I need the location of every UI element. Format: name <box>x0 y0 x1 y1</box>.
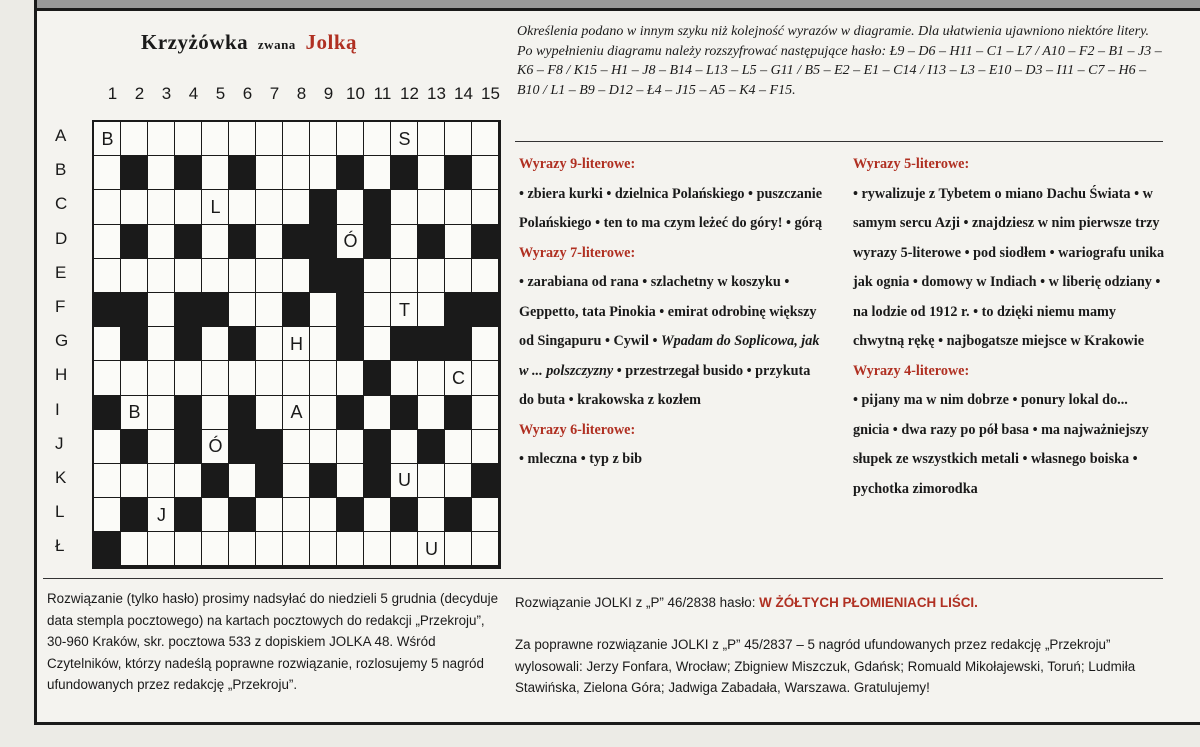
grid-cell[interactable] <box>364 396 391 430</box>
black-cell <box>310 190 337 224</box>
grid-cell[interactable] <box>148 293 175 327</box>
grid-cell[interactable] <box>175 361 202 395</box>
crossword-grid <box>92 120 501 569</box>
black-cell <box>229 498 256 532</box>
grid-cell[interactable] <box>337 190 364 224</box>
grid-cell[interactable] <box>148 464 175 498</box>
black-cell <box>202 293 229 327</box>
grid-cell[interactable] <box>121 122 148 156</box>
black-cell <box>310 225 337 259</box>
row-letter: B <box>55 160 67 180</box>
row-letter: I <box>55 399 60 419</box>
black-cell <box>445 396 472 430</box>
grid-cell[interactable]: A <box>283 396 310 430</box>
grid-cell[interactable]: U <box>391 464 418 498</box>
black-cell <box>175 225 202 259</box>
black-cell <box>445 293 472 327</box>
column-number: 3 <box>161 84 172 103</box>
grid-cell[interactable] <box>148 225 175 259</box>
grid-cell[interactable] <box>337 464 364 498</box>
column-number: 8 <box>296 84 307 103</box>
grid-cell[interactable] <box>256 327 283 361</box>
grid-cell[interactable] <box>283 361 310 395</box>
grid-cell[interactable] <box>283 532 310 566</box>
grid-cell[interactable]: B <box>121 396 148 430</box>
grid-cell[interactable] <box>94 327 121 361</box>
black-cell <box>121 293 148 327</box>
column-number: 15 <box>481 84 500 103</box>
grid-cell[interactable] <box>418 293 445 327</box>
grid-cell[interactable]: S <box>391 122 418 156</box>
black-cell <box>364 430 391 464</box>
title-small: zwana <box>257 37 296 52</box>
grid-cell[interactable] <box>202 532 229 566</box>
grid-cell[interactable] <box>310 532 337 566</box>
clues-7-part2: • przestrzegał busido • przykuta do buta • krakowska z kozłem <box>519 362 811 408</box>
column-number: 9 <box>323 84 334 103</box>
clues-right-column <box>853 150 1165 504</box>
grid-cell[interactable] <box>472 498 499 532</box>
black-cell <box>418 430 445 464</box>
grid-cell[interactable] <box>364 122 391 156</box>
black-cell <box>364 361 391 395</box>
grid-cell[interactable] <box>310 396 337 430</box>
black-cell <box>94 293 121 327</box>
grid-cell[interactable] <box>391 190 418 224</box>
grid-cell[interactable] <box>148 190 175 224</box>
black-cell <box>472 293 499 327</box>
magazine-page <box>34 0 1200 725</box>
grid-cell[interactable] <box>283 156 310 190</box>
black-cell <box>337 498 364 532</box>
grid-cell[interactable] <box>229 122 256 156</box>
grid-cell[interactable] <box>472 430 499 464</box>
column-number: 7 <box>269 84 280 103</box>
grid-cell[interactable] <box>310 430 337 464</box>
grid-cell[interactable] <box>121 532 148 566</box>
row-letter: F <box>55 297 66 316</box>
grid-cell[interactable] <box>364 327 391 361</box>
black-cell <box>364 190 391 224</box>
grid-cell[interactable]: T <box>391 293 418 327</box>
grid-cell[interactable] <box>256 190 283 224</box>
grid-cell[interactable] <box>229 532 256 566</box>
black-cell <box>175 498 202 532</box>
grid-cell[interactable] <box>418 464 445 498</box>
black-cell <box>337 259 364 293</box>
grid-cell[interactable] <box>94 464 121 498</box>
grid-cell[interactable] <box>283 122 310 156</box>
row-letter: D <box>55 228 68 248</box>
black-cell <box>175 430 202 464</box>
grid-cell[interactable] <box>148 430 175 464</box>
grid-cell[interactable] <box>256 361 283 395</box>
previous-answer-text: W ŻÓŁTYCH PŁOMIENIACH LIŚCI. <box>759 595 978 610</box>
black-cell <box>256 430 283 464</box>
grid-cell[interactable] <box>148 532 175 566</box>
grid-cell[interactable] <box>418 190 445 224</box>
grid-cell[interactable] <box>148 156 175 190</box>
black-cell <box>229 327 256 361</box>
black-cell <box>121 156 148 190</box>
grid-cell[interactable] <box>391 259 418 293</box>
grid-cell[interactable] <box>337 361 364 395</box>
black-cell <box>121 327 148 361</box>
row-letter: C <box>55 194 68 214</box>
row-letter: Ł <box>55 536 65 556</box>
grid-cell[interactable] <box>175 190 202 224</box>
black-cell <box>418 225 445 259</box>
row-letter: K <box>55 468 67 487</box>
title-main: Krzyżówka <box>141 30 249 54</box>
grid-cell[interactable] <box>256 498 283 532</box>
black-cell <box>94 532 121 566</box>
clues-7-italic: Wpadam do Soplicowa, jak w ... polszczyzny <box>519 333 820 379</box>
column-number: 6 <box>242 84 253 103</box>
grid-cell[interactable] <box>310 122 337 156</box>
grid-cell[interactable]: J <box>148 498 175 532</box>
black-cell <box>175 293 202 327</box>
black-cell <box>310 259 337 293</box>
black-cell <box>418 327 445 361</box>
column-number: 11 <box>373 84 392 103</box>
clues-7-part1: • zarabiana od rana • szlachetny w koszyku • Geppetto, tata Pinokia • emirat odrobinę większy od Singapuru • Cywil • <box>519 274 817 349</box>
grid-cell[interactable] <box>472 190 499 224</box>
grid-cell[interactable] <box>148 122 175 156</box>
grid-cell[interactable] <box>310 361 337 395</box>
grid-cell[interactable] <box>283 464 310 498</box>
black-cell <box>121 225 148 259</box>
grid-cell[interactable] <box>418 259 445 293</box>
grid-cell[interactable] <box>175 122 202 156</box>
grid-cell[interactable] <box>175 464 202 498</box>
row-letter: L <box>55 502 65 522</box>
black-cell <box>391 156 418 190</box>
grid-cell[interactable] <box>472 396 499 430</box>
grid-cell[interactable] <box>337 122 364 156</box>
column-number: 1 <box>107 84 118 103</box>
grid-cell[interactable] <box>175 532 202 566</box>
grid-cell[interactable] <box>202 225 229 259</box>
grid-cell[interactable] <box>283 430 310 464</box>
puzzle-title <box>141 30 357 55</box>
grid-cell[interactable] <box>472 122 499 156</box>
black-cell <box>283 225 310 259</box>
grid-cell[interactable] <box>337 532 364 566</box>
grid-cell[interactable] <box>256 225 283 259</box>
column-number: 5 <box>215 84 226 103</box>
grid-cell[interactable] <box>121 464 148 498</box>
column-number: 10 <box>346 84 365 103</box>
black-cell <box>256 464 283 498</box>
top-rule <box>37 0 1200 14</box>
clues-4-letter: • pijany ma w nim dobrze • ponury lokal do... gnicia • dwa razy po pół basa • ma najważniejszy słupek ze wszystkich metali • własnego boiska • pychotka zimorodka <box>853 392 1149 497</box>
black-cell <box>337 156 364 190</box>
grid-cell[interactable] <box>256 293 283 327</box>
grid-cell[interactable] <box>94 430 121 464</box>
heading-5-letter: Wyrazy 5-literowe: <box>853 156 970 172</box>
grid-cell[interactable] <box>94 361 121 395</box>
grid-cell[interactable] <box>283 190 310 224</box>
grid-cell[interactable] <box>472 327 499 361</box>
grid-cell[interactable] <box>283 259 310 293</box>
black-cell <box>229 225 256 259</box>
grid-cell[interactable] <box>364 532 391 566</box>
black-cell <box>202 464 229 498</box>
grid-cell[interactable] <box>418 396 445 430</box>
solution-code: Ł9 – D6 – H11 – C1 – L7 / A10 – F2 – B1 – J3 – K6 – F8 / K15 – H1 – J8 – B14 – L13 – L5 – G11 / B5 – E2 – E1 – C14 / I13 – L3 – E10 – D3 – I11 – C7 – H6 – B10 / L1 – B9 – D12 – Ł4 – J15 – A5 – K4 – F15. <box>517 43 1162 98</box>
winners-list: Za poprawne rozwiązanie JOLKI z „P” 45/2837 – 5 nagród ufundowanych przez redakcję „Przekroju” wylosowali: Jerzy Fonfara, Wrocław; Zbigniew Miszczuk, Gdańsk; Romuald Mikołajewski, Toruń; Ludmiła Stawińska, Zielona Góra; Jadwiga Zabadała, Warszawa. Gratulujemy! <box>515 637 1136 696</box>
grid-cell[interactable] <box>310 156 337 190</box>
grid-cell[interactable] <box>472 156 499 190</box>
submission-info: Rozwiązanie (tylko hasło) prosimy nadsyłać do niedzieli 5 grudnia (decyduje data stempla pocztowego) na kartach pocztowych do redakcji „Przekroju”, 30-960 Kraków, skr. pocztowa 533 z dopiskiem JOLKA 48. Wśród Czytelników, którzy nadeślą poprawne rozwiązanie, rozlosujemy 5 nagród ufundowanych przez redakcję „Przekroju”. <box>47 591 499 693</box>
grid-cell[interactable] <box>256 259 283 293</box>
grid-cell[interactable] <box>445 122 472 156</box>
black-cell <box>229 156 256 190</box>
grid-cell[interactable] <box>229 464 256 498</box>
grid-cell[interactable] <box>202 122 229 156</box>
grid-cell[interactable] <box>94 156 121 190</box>
grid-cell[interactable] <box>445 259 472 293</box>
black-cell <box>472 225 499 259</box>
black-cell <box>445 327 472 361</box>
previous-answer-label: Rozwiązanie JOLKI z „P” 46/2838 hasło: <box>515 595 756 610</box>
grid-cell[interactable] <box>310 498 337 532</box>
heading-6-letter: Wyrazy 6-literowe: <box>519 421 636 438</box>
clues-6-letter: • mleczna • typ z bib <box>519 451 643 467</box>
grid-cell[interactable] <box>364 156 391 190</box>
black-cell <box>337 327 364 361</box>
grid-cell[interactable] <box>445 430 472 464</box>
black-cell <box>337 293 364 327</box>
instructions <box>517 22 1167 100</box>
grid-cell[interactable] <box>418 156 445 190</box>
grid-cell[interactable] <box>472 259 499 293</box>
grid-cell[interactable] <box>94 498 121 532</box>
grid-cell[interactable] <box>121 361 148 395</box>
grid-cell[interactable] <box>364 293 391 327</box>
grid-cell[interactable] <box>202 498 229 532</box>
column-numbers <box>99 84 499 106</box>
heading-7-letter: Wyrazy 7-literowe: <box>519 244 636 261</box>
row-letter: A <box>55 126 67 145</box>
grid-cell[interactable] <box>229 361 256 395</box>
grid-cell[interactable] <box>202 396 229 430</box>
grid-cell[interactable] <box>202 361 229 395</box>
grid-cell[interactable]: U <box>418 532 445 566</box>
grid-cell[interactable] <box>94 259 121 293</box>
grid-cell[interactable] <box>229 293 256 327</box>
black-cell <box>472 464 499 498</box>
grid-cell[interactable] <box>121 259 148 293</box>
black-cell <box>175 327 202 361</box>
column-number: 13 <box>427 84 446 103</box>
black-cell <box>229 396 256 430</box>
grid-cell[interactable] <box>445 190 472 224</box>
grid-cell[interactable]: Ó <box>337 225 364 259</box>
grid-cell[interactable] <box>256 396 283 430</box>
heading-9-letter: Wyrazy 9-literowe: <box>519 156 636 172</box>
grid-cell[interactable] <box>472 361 499 395</box>
black-cell <box>391 498 418 532</box>
grid-cell[interactable]: C <box>445 361 472 395</box>
black-cell <box>391 396 418 430</box>
black-cell <box>364 464 391 498</box>
black-cell <box>445 156 472 190</box>
grid-cell[interactable] <box>121 190 148 224</box>
footer-divider <box>43 578 1163 579</box>
grid-cell[interactable] <box>256 156 283 190</box>
black-cell <box>445 498 472 532</box>
black-cell <box>283 293 310 327</box>
grid-cell[interactable]: B <box>94 122 121 156</box>
grid-cell[interactable] <box>472 532 499 566</box>
grid-cell[interactable] <box>364 259 391 293</box>
column-number: 14 <box>454 84 473 103</box>
grid-cell[interactable] <box>202 156 229 190</box>
grid-cell[interactable] <box>391 430 418 464</box>
grid-cell[interactable] <box>202 327 229 361</box>
grid-cell[interactable] <box>148 259 175 293</box>
black-cell <box>175 396 202 430</box>
grid-cell[interactable] <box>175 259 202 293</box>
grid-cell[interactable] <box>418 498 445 532</box>
grid-cell[interactable]: Ó <box>202 430 229 464</box>
black-cell <box>175 156 202 190</box>
grid-cell[interactable] <box>148 361 175 395</box>
black-cell <box>94 396 121 430</box>
grid-cell[interactable] <box>391 532 418 566</box>
grid-cell[interactable] <box>418 122 445 156</box>
grid-cell[interactable] <box>94 190 121 224</box>
grid-cell[interactable]: H <box>283 327 310 361</box>
grid-cell[interactable] <box>94 225 121 259</box>
instructions-text: Określenia podano w innym szyku niż kolejność wyrazów w diagramie. Dla ułatwienia ujawniono niektóre litery. Po wypełnieniu diagramu należy rozszyfrować następujące hasło: <box>517 24 1150 59</box>
grid-cell[interactable]: L <box>202 190 229 224</box>
black-cell <box>310 464 337 498</box>
grid-cell[interactable] <box>202 259 229 293</box>
grid-cell[interactable] <box>310 293 337 327</box>
column-number: 12 <box>400 84 419 103</box>
divider <box>515 141 1163 142</box>
grid-cell[interactable] <box>148 396 175 430</box>
grid-cell[interactable] <box>337 430 364 464</box>
title-red: Jolką <box>305 30 358 54</box>
grid-cell[interactable] <box>391 225 418 259</box>
black-cell <box>364 225 391 259</box>
grid-cell[interactable] <box>256 532 283 566</box>
clues-5-letter: • rywalizuje z Tybetem o miano Dachu Świata • w samym sercu Azji • znajdziesz w nim pierwsze trzy wyrazy 5-literowe • pod siodłem • wariografu unika jak ognia • domowy w Indiach • w liberię odziany • na lodzie od 1912 r. • to dzięki niemu mamy chwytną rękę • najbogatsze miejsce w Krakowie <box>853 185 1165 349</box>
black-cell <box>337 396 364 430</box>
row-letter: E <box>55 262 67 282</box>
grid-cell[interactable] <box>310 327 337 361</box>
grid-cell[interactable] <box>256 122 283 156</box>
row-letter: G <box>55 331 69 351</box>
row-letter: J <box>55 433 64 453</box>
column-number: 2 <box>134 84 145 103</box>
grid-cell[interactable] <box>391 361 418 395</box>
black-cell <box>121 430 148 464</box>
grid-cell[interactable] <box>418 361 445 395</box>
grid-cell[interactable] <box>364 498 391 532</box>
black-cell <box>229 430 256 464</box>
clues-left-column <box>519 150 825 475</box>
grid-cell[interactable] <box>445 532 472 566</box>
grid-cell[interactable] <box>445 225 472 259</box>
black-cell <box>121 498 148 532</box>
black-cell <box>391 327 418 361</box>
previous-answer <box>515 592 1165 614</box>
heading-4-letter: Wyrazy 4-literowe: <box>853 362 970 379</box>
grid-cell[interactable] <box>148 327 175 361</box>
grid-cell[interactable] <box>229 259 256 293</box>
column-number: 4 <box>188 84 199 103</box>
grid-cell[interactable] <box>283 498 310 532</box>
clues-7-letter <box>519 268 825 416</box>
clues-9-letter: • zbiera kurki • dzielnica Polańskiego • puszczanie Polańskiego • ten to ma czym leżeć do góry! • górą <box>519 185 823 231</box>
grid-cell[interactable] <box>445 464 472 498</box>
row-letter: H <box>55 365 68 385</box>
grid-cell[interactable] <box>229 190 256 224</box>
